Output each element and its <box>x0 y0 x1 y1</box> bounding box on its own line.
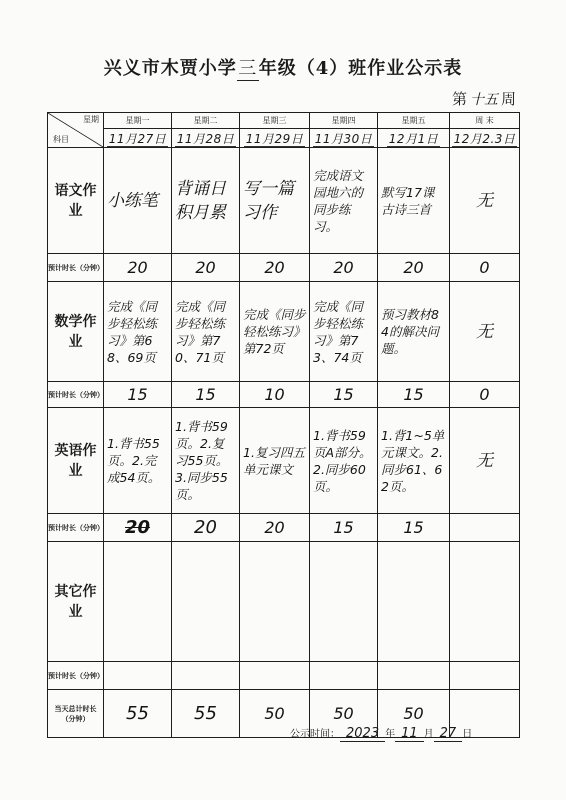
time-cell: 0 <box>450 382 520 408</box>
time-label: 预计时长（分钟） <box>48 662 104 690</box>
time-cell: 20 <box>310 254 378 282</box>
day-header: 星期二 <box>172 113 240 129</box>
time-cell: 15 <box>378 514 450 542</box>
time-label: 预计时长（分钟） <box>48 514 104 542</box>
date-value: 11月27日 <box>108 131 167 146</box>
homework-cell <box>378 542 450 662</box>
time-cell: 20 <box>172 254 240 282</box>
time-cell: 0 <box>450 254 520 282</box>
corner-subject-label: 科目 <box>53 135 69 144</box>
time-cell <box>172 662 240 690</box>
day-header: 周 末 <box>450 113 520 129</box>
homework-cell: 无 <box>450 282 520 382</box>
grade-field: 三 <box>237 54 259 81</box>
publish-day: 27 <box>434 726 463 742</box>
publish-month: 11 <box>395 726 424 742</box>
homework-cell <box>172 542 240 662</box>
homework-cell: 完成语文园地六的同步练习。 <box>310 148 378 254</box>
publish-date <box>290 725 472 741</box>
time-cell: 15 <box>172 382 240 408</box>
day-header: 星期一 <box>104 113 172 129</box>
time-cell: 15 <box>310 514 378 542</box>
homework-cell: 完成《同步轻松练习》第70、71页 <box>172 282 240 382</box>
date-value: 11月30日 <box>314 131 373 146</box>
homework-cell <box>104 542 172 662</box>
date-value: 12月2.3日 <box>453 131 516 146</box>
homework-cell <box>240 542 310 662</box>
homework-cell: 无 <box>450 148 520 254</box>
time-label: 预计时长（分钟） <box>48 254 104 282</box>
homework-cell: 默写17课古诗三首 <box>378 148 450 254</box>
time-cell <box>450 662 520 690</box>
homework-cell: 1.背1~5单元课文。2.同步61、62页。 <box>378 408 450 514</box>
date-value: 11月28日 <box>176 131 235 146</box>
day-header: 星期四 <box>310 113 378 129</box>
date-cell <box>310 129 378 148</box>
week-prefix: 第 <box>451 90 467 108</box>
homework-cell: 1.复习四五单元课文 <box>240 408 310 514</box>
homework-cell: 小练笔 <box>104 148 172 254</box>
subject-english: 英语作业 <box>48 408 104 514</box>
homework-cell: 写一篇习作 <box>240 148 310 254</box>
homework-cell: 背诵日积月累 <box>172 148 240 254</box>
school-name: 兴义市木贾小学 <box>103 58 237 79</box>
date-cell <box>378 129 450 148</box>
time-cell: 20 <box>240 514 310 542</box>
homework-table <box>47 112 520 738</box>
corner-day-label: 星期 <box>83 115 99 124</box>
homework-cell: 完成《同步轻松练习》第72页 <box>240 282 310 382</box>
total-label: 当天总计时长（分钟） <box>48 690 104 738</box>
subject-other: 其它作业 <box>48 542 104 662</box>
homework-cell: 完成《同步轻松练习》第68、69页 <box>104 282 172 382</box>
date-cell <box>240 129 310 148</box>
subject-math: 数学作业 <box>48 282 104 382</box>
week-indicator <box>452 88 516 109</box>
time-cell: 15 <box>378 382 450 408</box>
class-name: 年级（4）班作业公示表 <box>258 58 463 79</box>
publish-month-unit: 月 <box>423 729 434 740</box>
homework-cell <box>450 542 520 662</box>
time-cell <box>104 662 172 690</box>
total-time-cell: 55 <box>172 690 240 738</box>
time-cell: 20 <box>240 254 310 282</box>
date-cell <box>172 129 240 148</box>
header-corner <box>48 113 104 148</box>
publish-label: 公示时间： <box>290 729 340 740</box>
publish-day-unit: 日 <box>462 729 473 740</box>
day-header: 星期五 <box>378 113 450 129</box>
homework-cell: 1.背书59页。2.复习55页。3.同步55页。 <box>172 408 240 514</box>
time-cell: 15 <box>104 382 172 408</box>
time-cell: 20 <box>104 254 172 282</box>
homework-cell: 1.背书55页。2.完成54页。 <box>104 408 172 514</box>
date-value: 12月1日 <box>388 131 439 146</box>
total-time-cell: 50 <box>240 690 310 738</box>
week-number: 十五 <box>469 92 498 108</box>
time-cell: 15 <box>310 382 378 408</box>
date-cell <box>104 129 172 148</box>
subject-chinese: 语文作业 <box>48 148 104 254</box>
time-cell <box>378 662 450 690</box>
time-cell <box>240 662 310 690</box>
time-cell: 20 <box>378 254 450 282</box>
time-label: 预计时长（分钟） <box>48 382 104 408</box>
time-cell <box>310 662 378 690</box>
publish-year: 2023 <box>340 726 385 742</box>
total-time-cell: 50 <box>310 690 378 738</box>
time-cell <box>450 514 520 542</box>
date-value: 11月29日 <box>245 131 304 146</box>
homework-cell <box>310 542 378 662</box>
date-cell <box>450 129 520 148</box>
time-cell: 10 <box>240 382 310 408</box>
homework-cell: 无 <box>450 408 520 514</box>
homework-cell: 1.背书59页A部分。2.同步60页。 <box>310 408 378 514</box>
time-cell: 20 <box>104 514 172 542</box>
page-title <box>0 54 566 81</box>
homework-cell: 预习教材84的解决问题。 <box>378 282 450 382</box>
total-time-cell: 55 <box>104 690 172 738</box>
publish-year-unit: 年 <box>385 729 396 740</box>
week-suffix: 周 <box>500 90 516 108</box>
day-header: 星期三 <box>240 113 310 129</box>
homework-cell: 完成《同步轻松练习》第73、74页 <box>310 282 378 382</box>
total-time-cell: 50 <box>378 690 450 738</box>
time-cell: 20 <box>172 514 240 542</box>
